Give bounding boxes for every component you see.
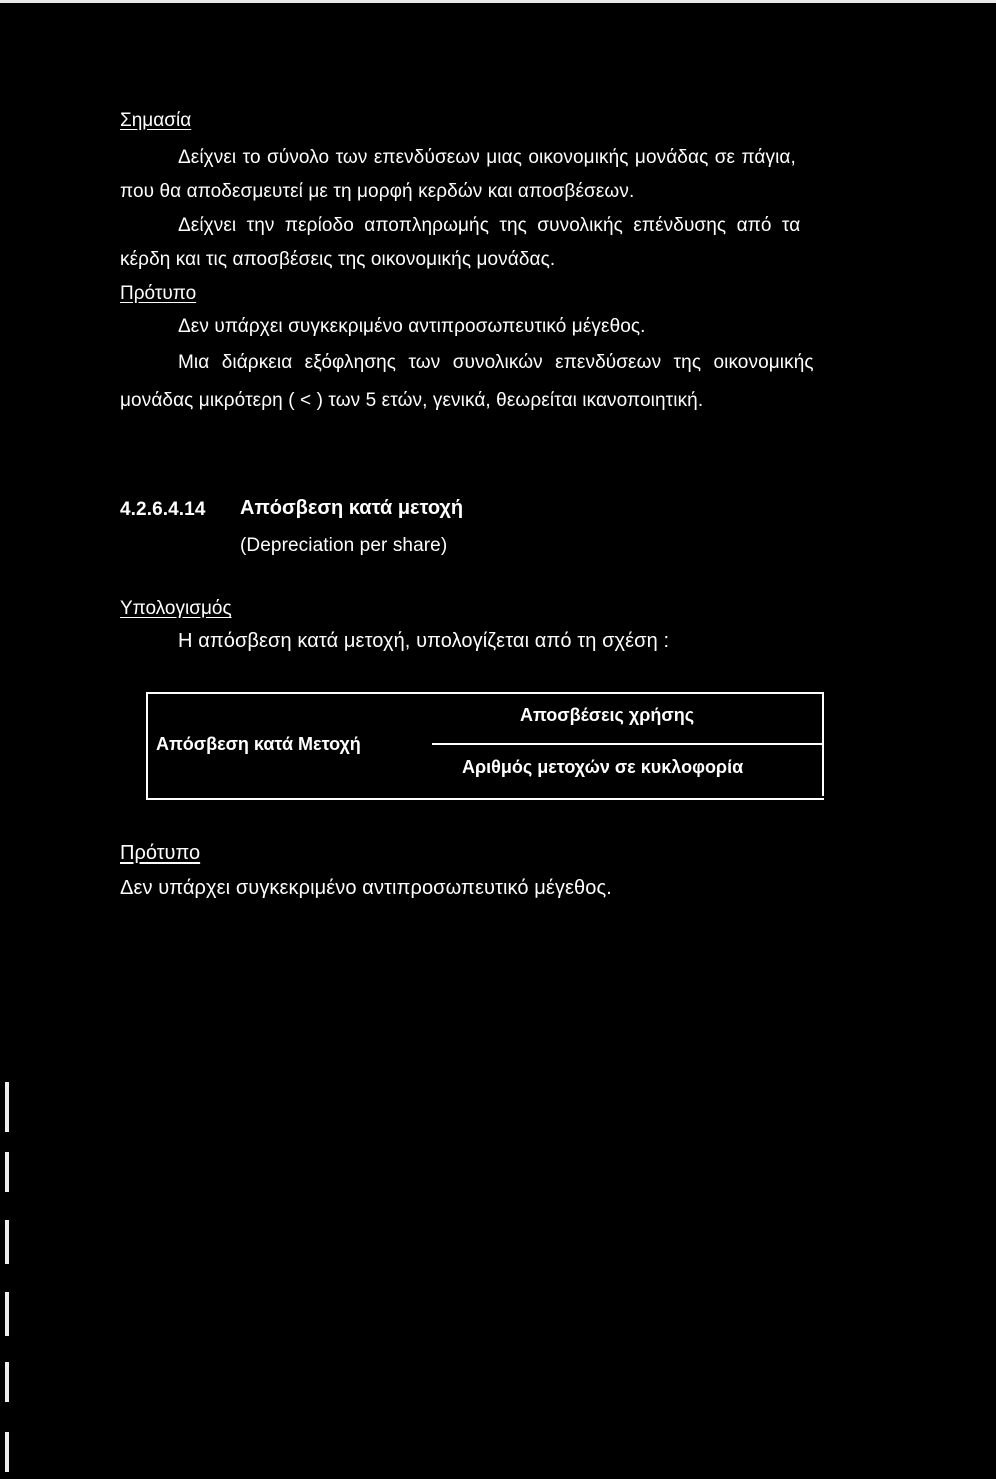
formula-label: Απόσβεση κατά Μετοχή bbox=[156, 734, 361, 754]
section-heading-significance: Σημασία bbox=[120, 110, 192, 131]
scan-mark bbox=[5, 1152, 9, 1192]
ratio-number: 4.2.6.4.14 bbox=[120, 499, 206, 520]
text-line: που θα αποδεσμευτεί με τη μορφή κερδών και αποσβέσεων. bbox=[120, 181, 635, 202]
text-line: Δεν υπάρχει συγκεκριμένο αντιπροσωπευτικό μέγεθος. bbox=[178, 316, 646, 337]
ratio-title: Απόσβεση κατά μετοχή bbox=[240, 497, 464, 519]
calculation-text: Η απόσβεση κατά μετοχή, υπολογίζεται από τη σχέση : bbox=[178, 630, 670, 652]
text-line: Δείχνει το σύνολο των επενδύσεων μιας οικονομικής μονάδας σε πάγια, bbox=[178, 147, 796, 168]
scan-mark bbox=[5, 1082, 9, 1132]
formula-numerator: Αποσβέσεις χρήσης bbox=[520, 705, 695, 725]
scan-mark bbox=[5, 1362, 9, 1402]
formula-denominator: Αριθμός μετοχών σε κυκλοφορία bbox=[462, 757, 744, 777]
ratio-subtitle: (Depreciation per share) bbox=[240, 535, 448, 556]
fraction-bar bbox=[432, 743, 822, 745]
text-line: κέρδη και τις αποσβέσεις της οικονομικής μονάδας. bbox=[120, 249, 556, 270]
text-line: Μια διάρκεια εξόφλησης των συνολικών επενδύσεων της οικονομικής bbox=[178, 352, 814, 373]
scan-mark bbox=[5, 1220, 9, 1264]
scan-mark bbox=[5, 1432, 9, 1472]
scan-mark bbox=[5, 1292, 9, 1336]
text-line: Δείχνει την περίοδο αποπληρωμής της συνολικής επένδυσης από τα bbox=[178, 215, 801, 236]
standard-text: Δεν υπάρχει συγκεκριμένο αντιπροσωπευτικό μέγεθος. bbox=[120, 877, 612, 899]
section-heading-standard: Πρότυπο bbox=[120, 283, 197, 304]
text-line: μονάδας μικρότερη ( < ) των 5 ετών, γενικά, θεωρείται ικανοποιητική. bbox=[120, 390, 704, 411]
scan-top-edge bbox=[0, 0, 996, 3]
section-heading-standard-2: Πρότυπο bbox=[120, 842, 201, 864]
section-heading-calculation: Υπολογισμός bbox=[120, 598, 232, 619]
